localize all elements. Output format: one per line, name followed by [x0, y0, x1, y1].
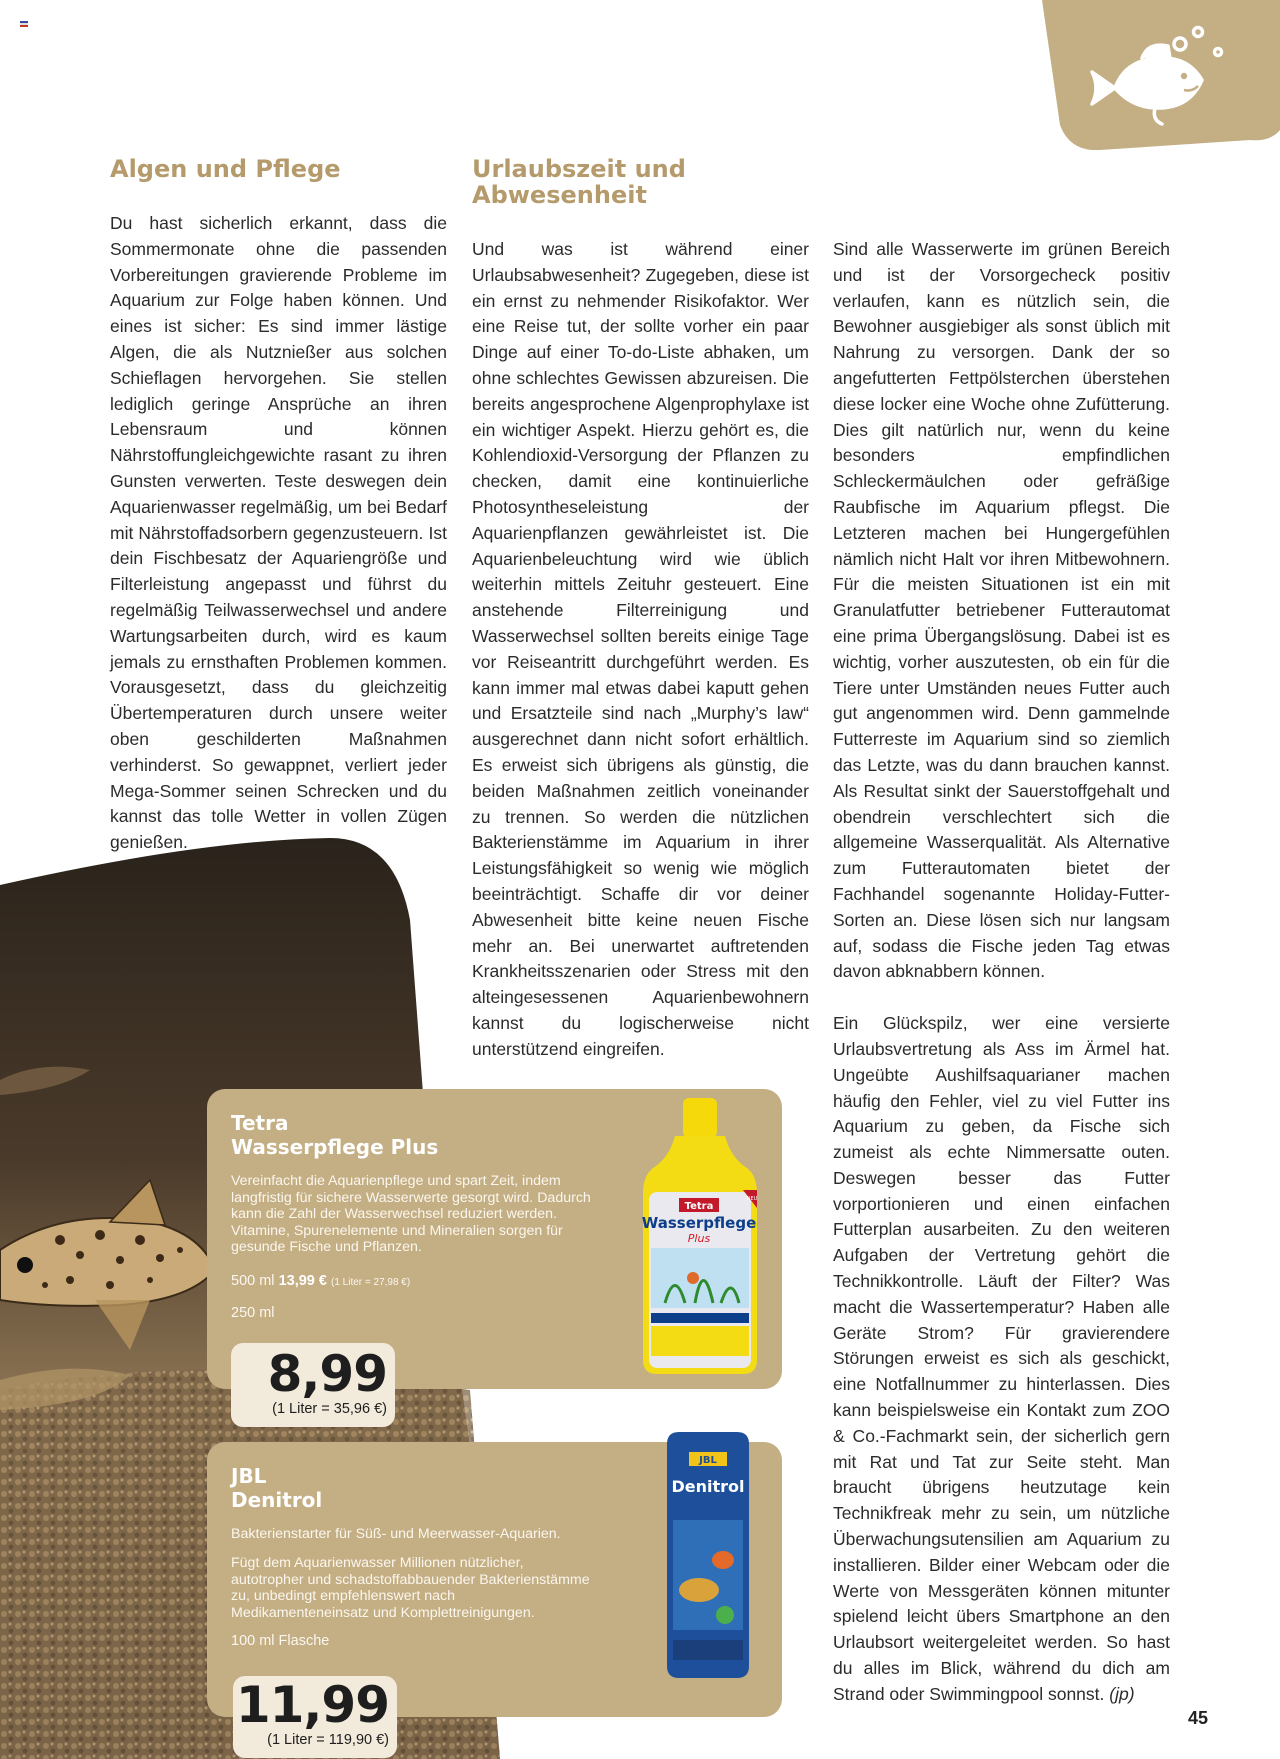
svg-text:JBL: JBL: [699, 1455, 717, 1466]
article-paragraph: Sind alle Wasserwerte im grünen Bereich und ist der Vorsorgecheck positiv verlaufen, kann es nützlich sein, die Bewohner ausgiebiger als sonst üblich mit Nahrung zu versorgen. Dank der so angefutterten Fettpölsterchen überstehen diese locker eine Woche ohne Zufütterung. Dies gilt natürlich nur, wenn du keine besonders empfindlichen Schleckermäulchen oder gefräßige Raubfische im Aquarium pflegst. Die Letzteren machen bei Hungergefühlen nämlich nicht Halt vor ihren Mitbewohnern. Für die meisten Situationen ist ein mit Granulatfutter betriebener Futterautomat eine prima Übergangslösung. Dabei ist es wichtig, vorher auszutesten, ob ein für die Tiere unter Umständen neues Futter auch gut angenommen wird. Denn gammelnde Futterreste im Aquarium sind so ziemlich das Letzte, was du dann brauchen kannst. Als Resultat sinkt der Sauerstoffgehalt und obendrein verschlechtert sich die allgemeine Wasserqualität. Als Alternative zum Futterautomaten bietet der Fachhandel sogenannte Holiday-Futter-Sorten an. Diese lösen sich nur langsam auf, sodass die Fische jeden Tag etwas davon abknabbern können.: [833, 239, 1170, 982]
svg-text:NEU: NEU: [746, 1196, 758, 1202]
article-column-1: [110, 211, 447, 882]
product-size-500: [231, 1273, 410, 1289]
section-heading-algen: Algen und Pflege: [110, 155, 341, 183]
svg-text:Wasserpflege: Wasserpflege: [641, 1214, 757, 1232]
product-name: Denitrol: [231, 1488, 323, 1512]
price-value: 8,99: [267, 1345, 387, 1403]
language-flag-icon: [20, 21, 28, 27]
product-description-detail: Fügt dem Aquarienwasser Millionen nützlicher, autotropher und schadstoffabbauender Bakterienstämme zu, unbedingt empfehlenswert nach Medikamenteneinsatz und Komplettreinigungen.: [231, 1555, 590, 1621]
size-unit-price: (1 Liter = 27,98 €): [330, 1277, 411, 1288]
price-tag-jbl: [233, 1676, 397, 1758]
page-number: 45: [1187, 1708, 1208, 1728]
product-brand: Tetra: [231, 1111, 289, 1135]
jbl-bottle-image: [653, 1430, 763, 1680]
article-paragraph-text: Ein Glückspilz, wer eine versierte Urlaubsvertretung als Ass im Ärmel hat. Ungeübte Aushilfsaquarianer machen häufig den Fehler, viel zu viel Futter ins Aquarium zu geben, da Fische sich zumeist als echte Nimmersatte outen. Deswegen besser das Futter vorportionieren und einen einfachen Futterplan ausarbeiten. Zu den weiteren Aufgaben der Vertretung gehört die Technikkontrolle. Läuft der Filter? Was macht die Wassertemperatur? Haben alle Geräte Strom? Für gravierendere Störungen erweist es sich als geschickt, eine Notfallnummer zu hinterlassen. Dies kann beispielsweise ein Kontakt zum ZOO & Co.-Fachmarkt sein, der sicherlich gern mit Rat und Tat zur Seite steht. Man braucht übrigens heutzutage kein Technikfreak mehr zu sein, um nützliche Überwachungsutensilien am Aquarium zu installieren. Bilder einer Webcam oder die Werte von Messgeräten können mitunter spielend leicht übers Smartphone an den Urlaubsort weitergeleitet werden. So hast du alles im Blick, während du dich am Strand oder Swimmingpool sonnst.: [833, 1013, 1170, 1704]
corner-fish-badge: [1030, 0, 1280, 150]
svg-text:Tetra: Tetra: [684, 1201, 714, 1212]
unit-price: (1 Liter = 119,90 €): [267, 1732, 389, 1748]
size-label: 500 ml: [231, 1273, 275, 1289]
product-description: Bakterienstarter für Süß- und Meerwasser-Aquarien.: [231, 1526, 561, 1542]
size-price: 13,99 €: [278, 1273, 327, 1289]
product-title: [231, 1464, 322, 1512]
section-heading-urlaub: Urlaubszeit und Abwesenheit: [472, 155, 686, 209]
product-size: 100 ml Flasche: [231, 1633, 330, 1649]
svg-text:Plus: Plus: [687, 1232, 711, 1245]
product-description: Vereinfacht die Aquarienpflege und spart Zeit, indem langfristig für sichere Wasserwerte gesorgt wird. Dadurch kann die Zahl der Wasserwechsel reduziert werden. Vitamine, Spurenelemente und Mineralien sorgen für gesunde Fische und Pflanzen.: [231, 1173, 591, 1256]
svg-text:Denitrol: Denitrol: [671, 1477, 745, 1496]
article-column-2: [472, 237, 809, 1089]
product-name: Wasserpflege Plus: [231, 1135, 439, 1159]
article-column-3: [833, 237, 1170, 1708]
article-paragraph: Und was ist während einer Urlaubsabwesenheit? Zugegeben, diese ist ein ernst zu nehmender Risikofaktor. Wer eine Reise tut, der sollte vorher ein paar Dinge auf einer To-do-Liste abhaken, um ohne schlechtes Gewissen abzureisen. Die bereits angesprochene Algenprophylaxe ist ein wichtiger Aspekt. Hierzu gehört es, die Kohlendioxid-Versorgung der Pflanzen zu checken, damit eine kontinuierliche Photosyntheseleistung der Aquarienpflanzen gewährleistet ist. Die Aquarienbeleuchtung wird wie üblich weiterhin mittels Zeituhr gesteuert. Eine anstehende Filterreinigung und Wasserwechsel sollten bereits einige Tage vor Reiseantritt durchgeführt werden. Es kann immer mal etwas dabei kaputt gehen und Ersatzteile sind nach „Murphy’s law“ ausgerechnet dann nicht sofort erhältlich. Es erweist sich übrigens als günstig, die beiden Maßnahmen zeitlich voneinander zu trennen. So werden die nützlichen Bakterienstämme im Aquarium in ihrer Leistungsfähigkeit so wenig wie möglich beeinträchtigt. Schaffe dir vor deiner Abwesenheit bitte keine neuen Fische mehr an. Bei unerwartet auftretenden Krankheitsszenarien oder Stress mit den alteingesessenen Aquarienbewohnern kannst du logischerweise nicht unterstützend eingreifen.: [472, 239, 809, 1059]
flag-stripe: [20, 25, 28, 27]
author-signature: (jp): [1109, 1683, 1135, 1704]
article-paragraph: Du hast sicherlich erkannt, dass die Sommermonate ohne die passenden Vorbereitungen gravierende Probleme im Aquarium zur Folge haben können. Und eines ist sicher: Es sind immer lästige Algen, die als Nutznießer aus solchen Schieflagen hervorgehen. Sie stellen lediglich geringe Ansprüche an ihren Lebensraum und können Nährstoffungleichgewichte rasant zu ihren Gunsten verwerten. Teste deswegen dein Aquarienwasser regelmäßig, um bei Bedarf mit Nährstoffadsorbern gegenzusteuern. Ist dein Fischbesatz der Aquariengröße und Filterleistung angepasst und führst du regelmäßig Teilwasserwechsel und andere Wartungsarbeiten durch, wird es kaum jemals zu ernsthaften Problemen kommen. Vorausgesetzt, dass du gleichzeitig Übertemperaturen durch unsere weiter oben geschilderten Maßnahmen verhinderst. So gewappnet, verliert jeder Mega-Sommer seinen Schrecken und du kannst das tolle Wetter in vollen Zügen genießen.: [110, 213, 447, 853]
article-paragraph: [833, 1011, 1170, 1708]
product-title: [231, 1111, 438, 1159]
price-value: 11,99: [235, 1676, 389, 1734]
unit-price: (1 Liter = 35,96 €): [272, 1401, 387, 1417]
product-brand: JBL: [231, 1464, 267, 1488]
tetra-bottle-image: [635, 1098, 765, 1378]
product-size-250: 250 ml: [231, 1305, 275, 1321]
price-tag-tetra: [231, 1343, 395, 1427]
